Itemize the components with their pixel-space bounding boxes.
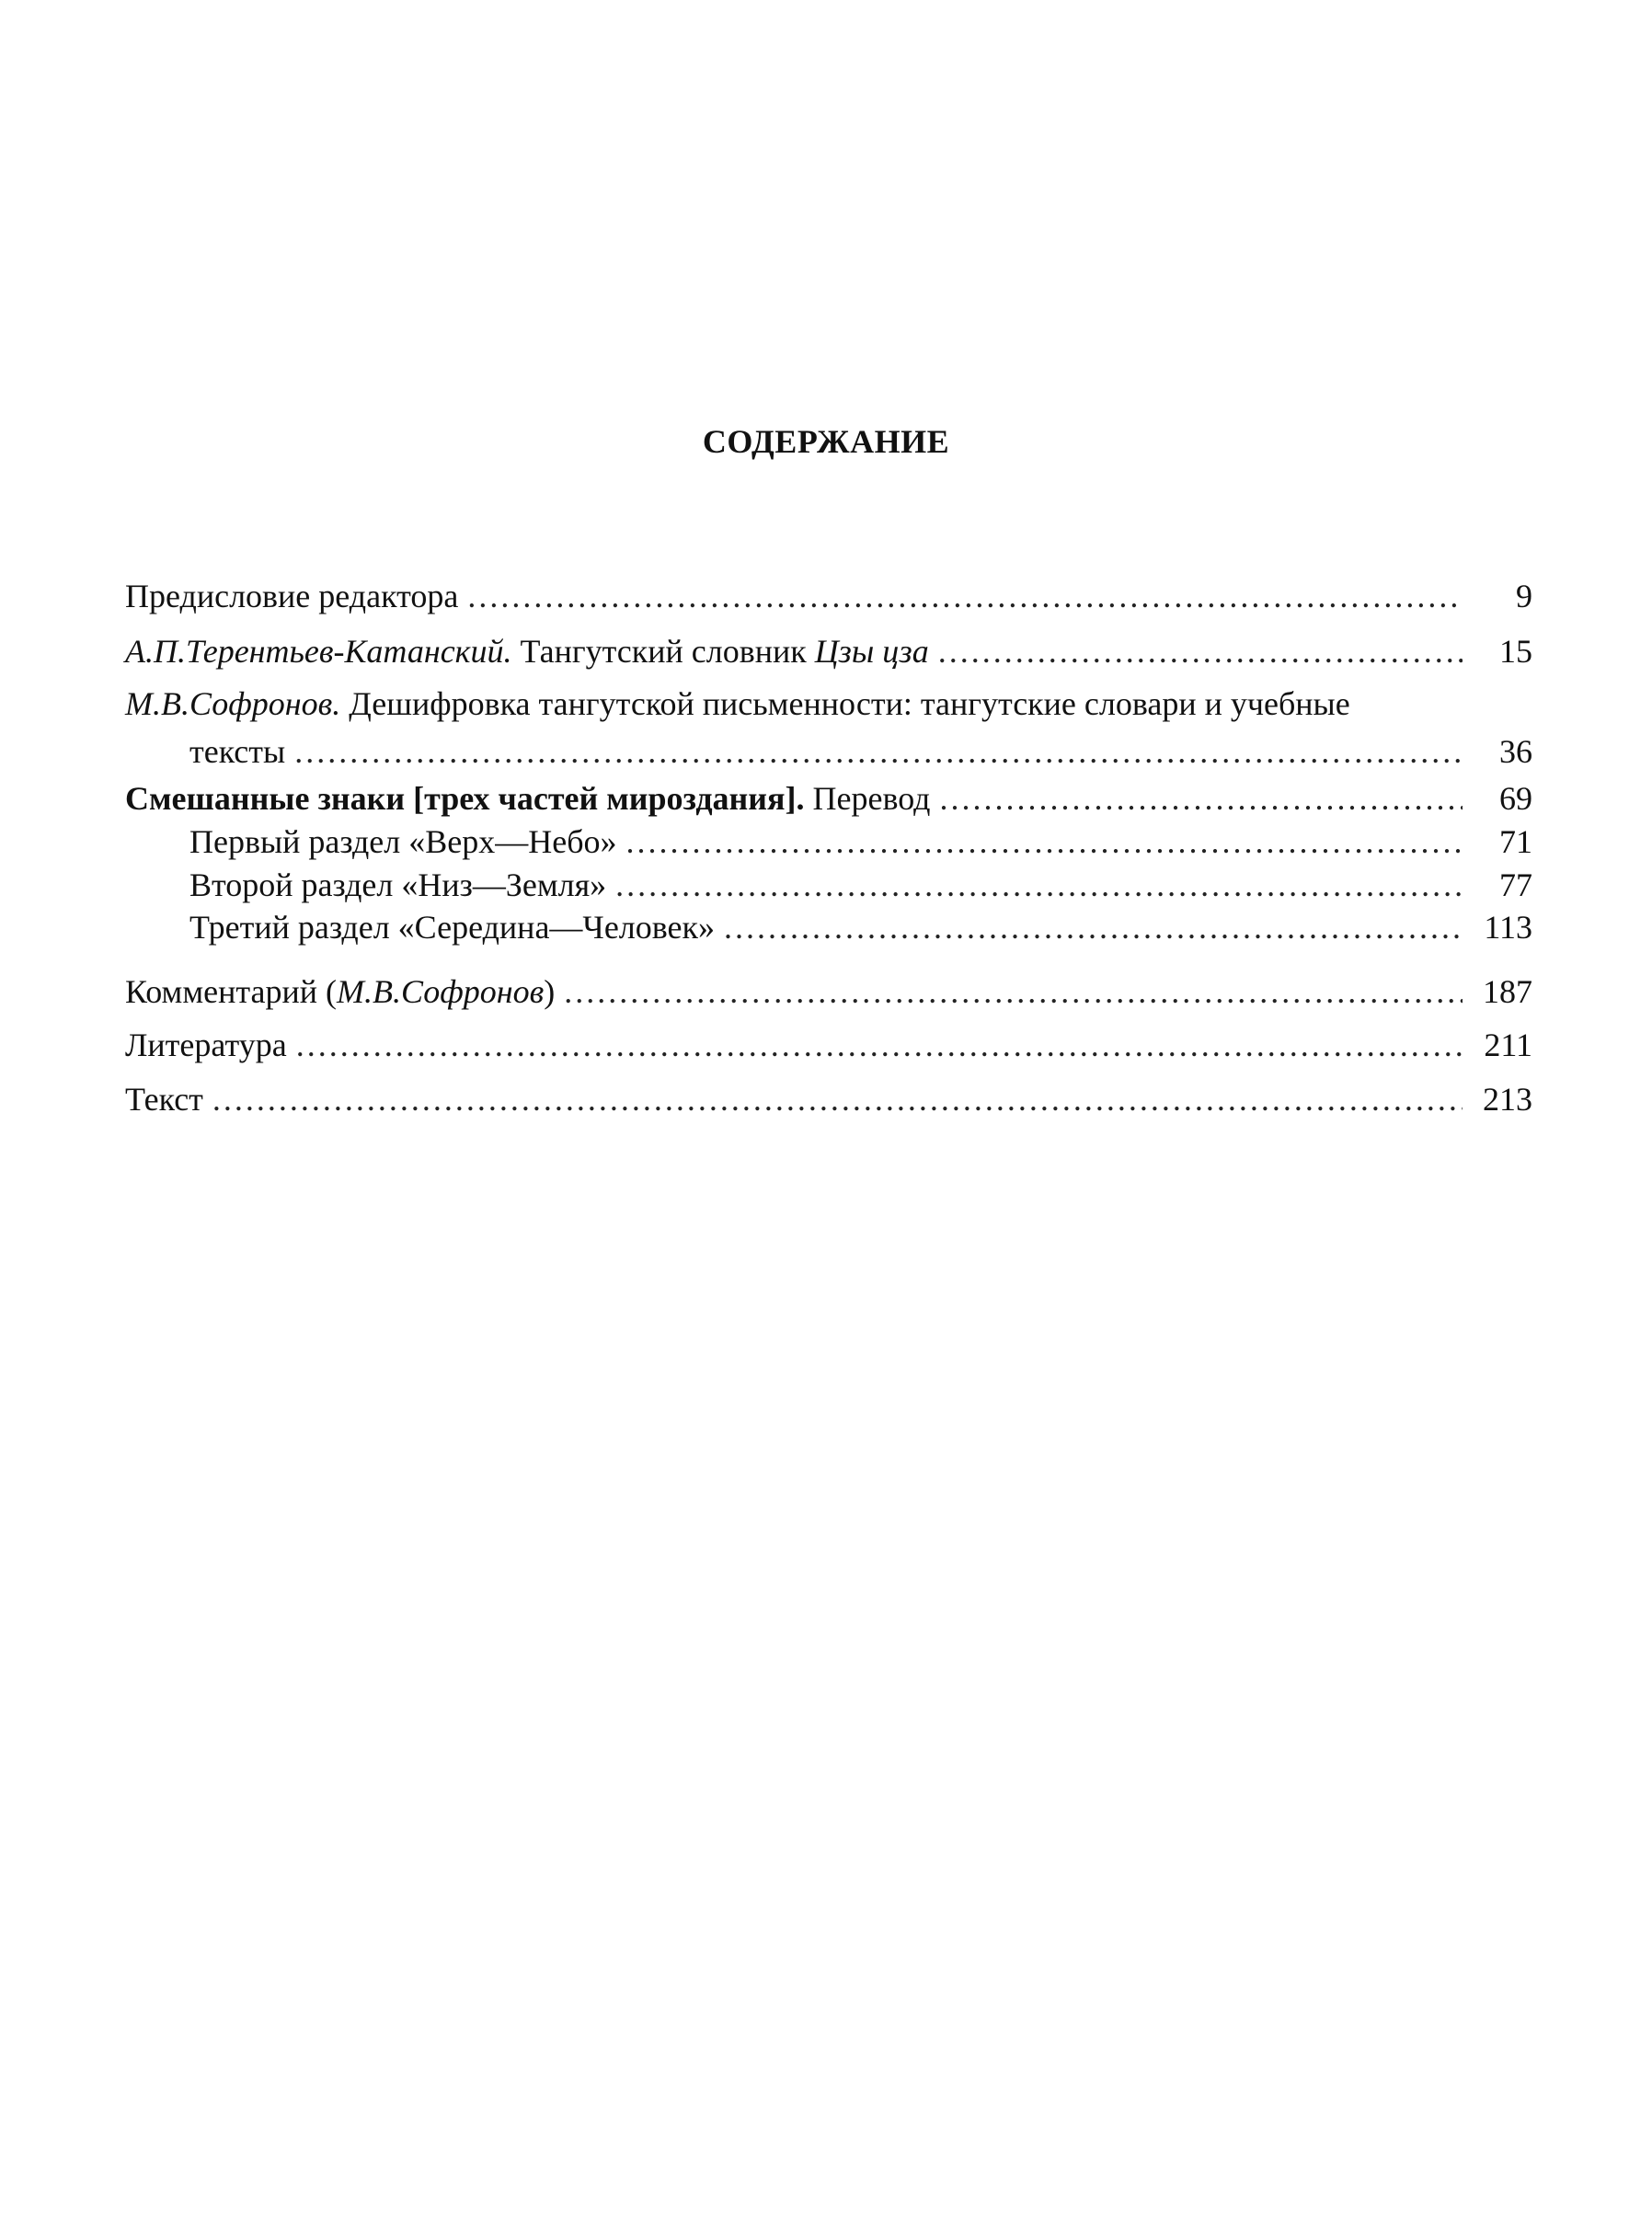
toc-page-number: 211 xyxy=(1484,1027,1532,1063)
toc-page-number: 69 xyxy=(1499,780,1532,817)
toc-entry-title: Литература xyxy=(125,1027,287,1063)
toc-entry-terentyev[interactable] xyxy=(125,633,1532,670)
toc-page-number: 71 xyxy=(1499,823,1532,860)
toc-entry-commentary[interactable] xyxy=(125,973,1532,1010)
toc-entry-title: Второй раздел «Низ—Земля» xyxy=(189,866,607,903)
toc-entry-preface[interactable] xyxy=(125,578,1532,614)
toc-page-number: 187 xyxy=(1483,973,1532,1010)
author-name: А.П.Терентьев-Катанский. xyxy=(125,633,512,670)
dot-leader xyxy=(564,973,1463,1010)
toc-page-number: 113 xyxy=(1484,909,1532,946)
dot-leader xyxy=(626,823,1463,860)
toc-page-number: 213 xyxy=(1483,1081,1532,1118)
toc-entry-title: Третий раздел «Середина—Человек» xyxy=(189,909,716,946)
dot-leader xyxy=(467,578,1463,614)
toc-entry-title: А.П.Терентьев-Катанский. Тангутский словник Цзы цза xyxy=(125,633,929,670)
toc-entry-title: Предисловие редактора xyxy=(125,578,459,614)
toc-entry-title: Смешанные знаки [трех частей мироздания]. Перевод xyxy=(125,780,931,817)
toc-entry-continuation: тексты xyxy=(189,733,286,770)
dot-leader xyxy=(212,1081,1463,1118)
toc-entry-sofronov-decipherment[interactable] xyxy=(125,685,1532,770)
dot-leader xyxy=(615,866,1463,903)
page-title: СОДЕРЖАНИЕ xyxy=(702,423,950,460)
toc-entry-mixed-signs[interactable] xyxy=(125,780,1532,817)
dot-leader xyxy=(940,780,1463,817)
dot-leader xyxy=(294,733,1463,770)
toc-subentry-first-section[interactable] xyxy=(189,823,1532,860)
toc-page-number: 9 xyxy=(1516,578,1532,614)
toc-entry-literature[interactable] xyxy=(125,1027,1532,1063)
dot-leader xyxy=(938,633,1463,670)
toc-entry-title: М.В.Софронов. Дешифровка тангутской письменности: тангутские словари и учебные xyxy=(125,685,1350,722)
toc-entry-text[interactable] xyxy=(125,1081,1532,1118)
dot-leader xyxy=(724,909,1463,946)
dot-leader xyxy=(296,1027,1463,1063)
toc-subentry-third-section[interactable] xyxy=(189,909,1532,946)
toc-page-number: 36 xyxy=(1499,733,1532,770)
toc-subentry-second-section[interactable] xyxy=(189,866,1532,903)
author-name: М.В.Софронов xyxy=(337,973,545,1010)
toc-entry-title: Комментарий (М.В.Софронов) xyxy=(125,973,556,1010)
toc-page-number: 77 xyxy=(1499,866,1532,903)
author-name: М.В.Софронов. xyxy=(125,685,341,722)
toc-entry-title: Первый раздел «Верх—Небо» xyxy=(189,823,617,860)
toc-entry-title: Текст xyxy=(125,1081,203,1118)
toc-page-number: 15 xyxy=(1499,633,1532,670)
